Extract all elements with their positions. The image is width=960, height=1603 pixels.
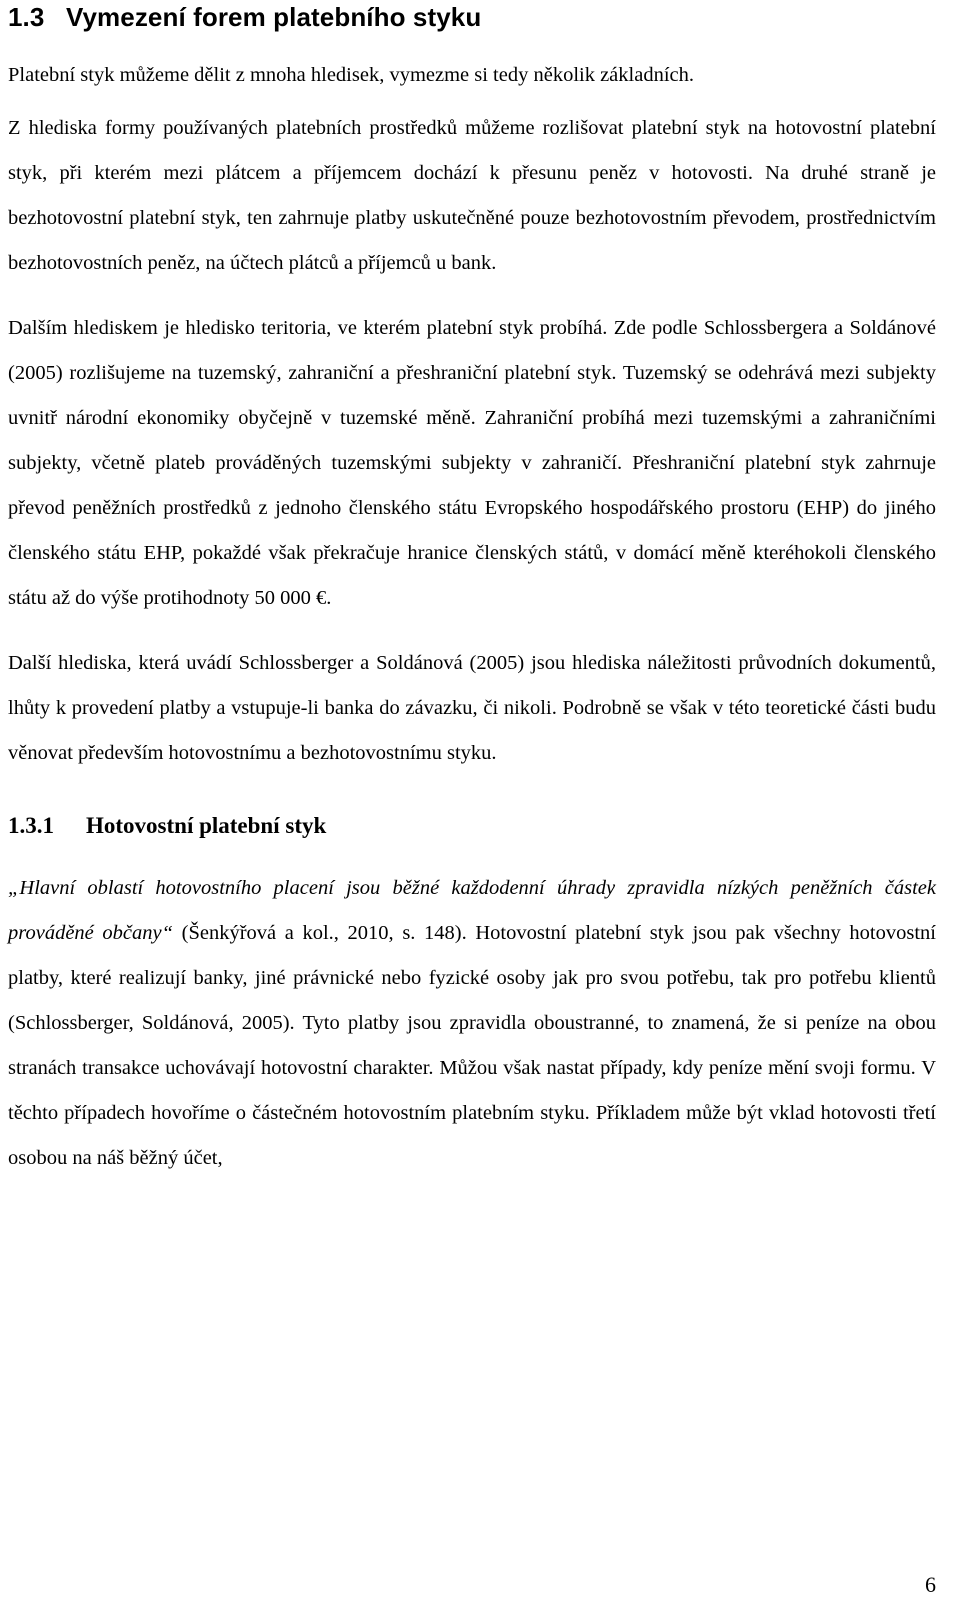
subsection-title: Hotovostní platební styk	[86, 813, 327, 838]
page-number: 6	[925, 1572, 936, 1597]
paragraph-form: Z hlediska formy používaných platebních prostředků můžeme rozlišovat platební styk na hotovostní platební styk, při kterém mezi plátcem a příjemcem dochází k přesunu peněz v hotovosti. Na druhé straně je bezhotovostní platební styk, ten zahrnuje platby uskutečněné pouze bezhotovostním převodem, prostřednictvím bezhotovostních peněz, na účtech plátců a příjemců u bank.	[8, 117, 936, 274]
section-number: 1.3	[8, 2, 45, 32]
paragraph-other-criteria: Další hlediska, která uvádí Schlossberger a Soldánová (2005) jsou hlediska náležitosti průvodních dokumentů, lhůty k provedení platby a vstupuje-li banka do závazku, či nikoli. Podrobně se však v této teoretické části budu věnovat především hotovostnímu a bezhotovostnímu styku.	[8, 652, 936, 764]
paragraph-territory: Dalším hlediskem je hledisko teritoria, ve kterém platební styk probíhá. Zde podle Schlossbergera a Soldánové (2005) rozlišujeme na tuzemský, zahraniční a přeshraniční platební styk. Tuzemský se odehrává mezi subjekty uvnitř národní ekonomiky obyčejně v tuzemské měně. Zahraniční probíhá mezi tuzemskými a zahraničními subjekty, včetně plateb prováděných tuzemskými subjekty v zahraničí. Přeshraniční platební styk zahrnuje převod peněžních prostředků z jednoho členského státu Evropského hospodářského prostoru (EHP) do jiného členského státu EHP, pokaždé však překračuje hranice členských států, v domácí měně kteréhokoli členského státu až do výše protihodnoty 50 000 €.	[8, 317, 936, 609]
subsection-number: 1.3.1	[8, 813, 54, 838]
section-heading	[8, 2, 936, 32]
subsection-heading	[8, 806, 936, 846]
section-title: Vymezení forem platebního styku	[66, 2, 482, 32]
cash-text: (Šenkýřová a kol., 2010, s. 148). Hotovostní platební styk jsou pak všechny hotovostní platby, které realizují banky, jiné právnické nebo fyzické osoby jak pro svou potřebu, tak pro potřebu klientů (Schlossberger, Soldánová, 2005). Tyto platby jsou zpravidla oboustranné, to znamená, že si peníze na obou stranách transakce uchovávají hotovostní charakter. Můžou však nastat případy, kdy peníze mění svoji formu. V těchto případech hovoříme o částečném hotovostním platebním styku. Příkladem může být vklad hotovosti třetí osobou na náš běžný účet,	[8, 922, 936, 1169]
document-page	[8, 0, 936, 1181]
cash-quote: „Hlavní oblastí hotovostního placení jsou běžné každodenní úhrady zpravidla nízkých peněžních částek prováděné občany“	[8, 877, 936, 944]
paragraph-intro: Platební styk můžeme dělit z mnoha hledisek, vymezme si tedy několik základních.	[8, 64, 694, 86]
paragraph-cash-payments	[8, 866, 936, 1181]
